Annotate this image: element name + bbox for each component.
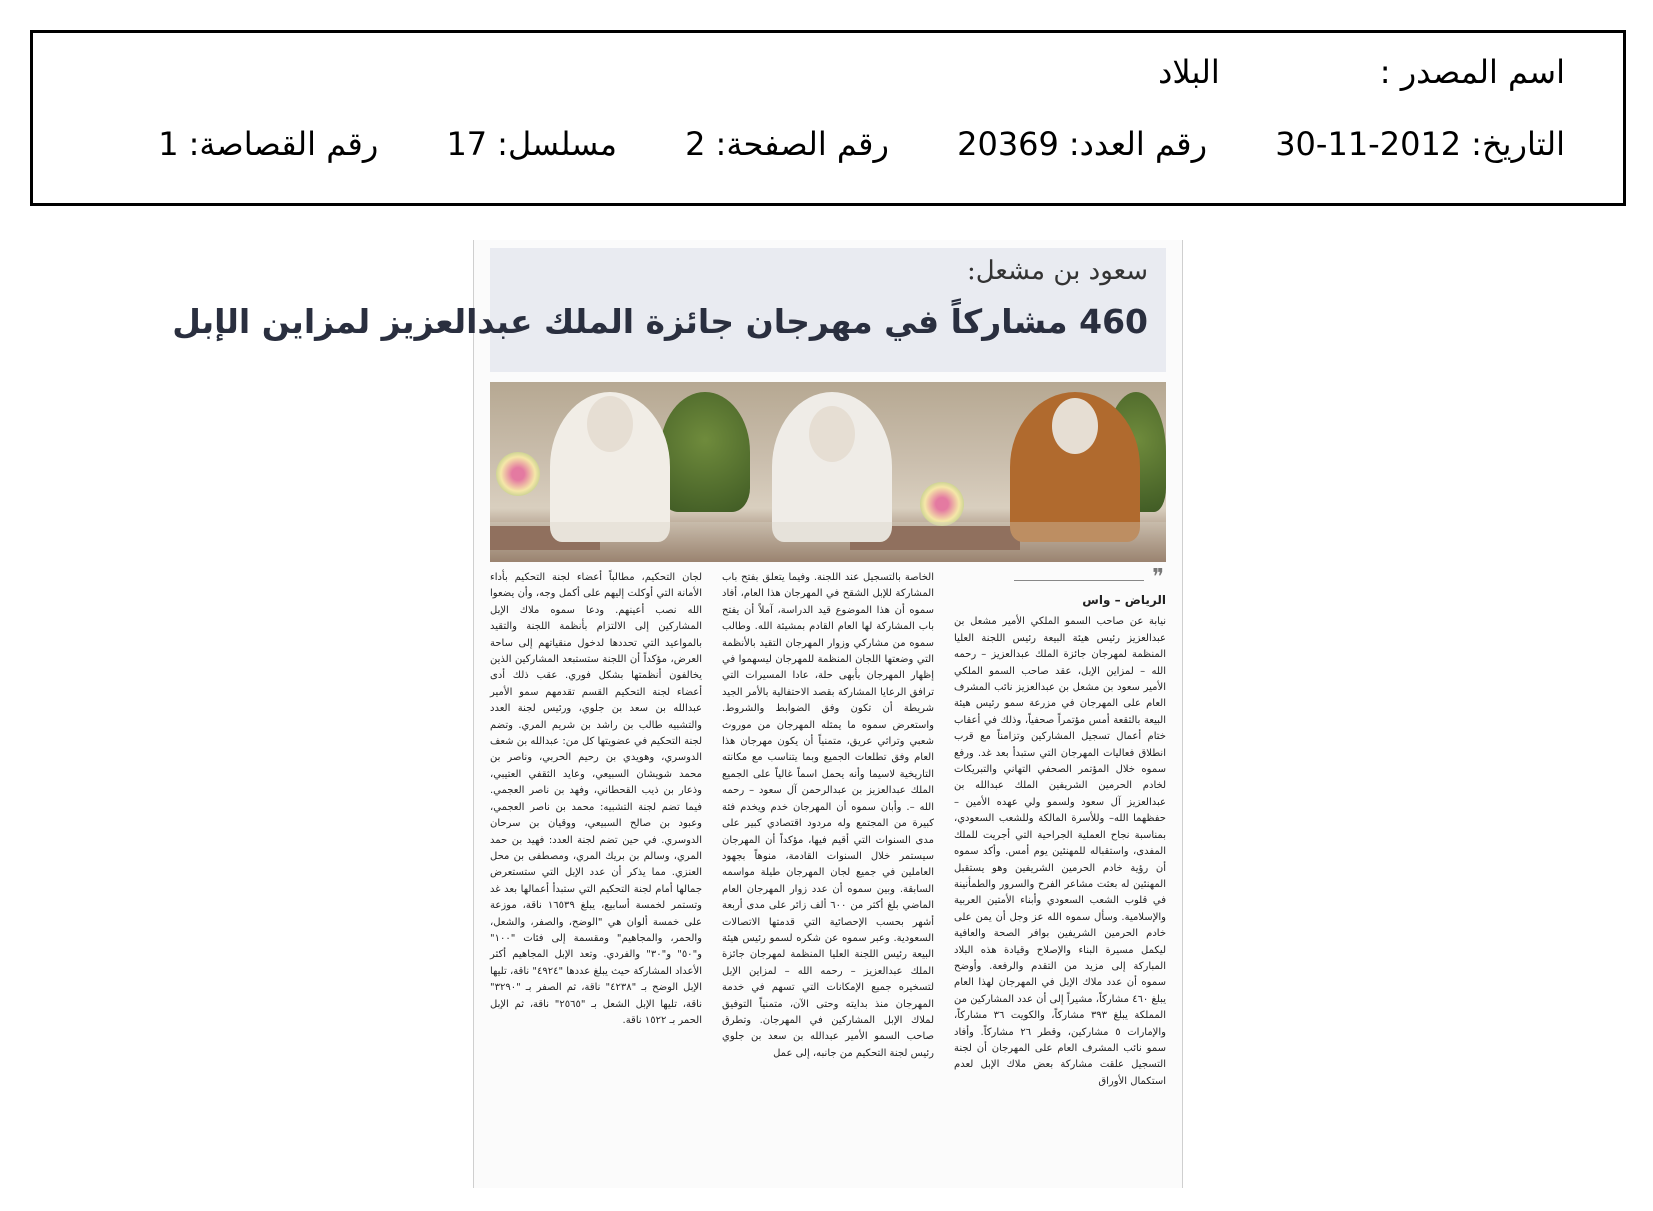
clip-number-value: 1 bbox=[158, 125, 179, 163]
article-columns bbox=[490, 565, 1167, 1178]
headline-band bbox=[172, 248, 1166, 372]
newspaper-clipping bbox=[172, 240, 1183, 1188]
article-column-1 bbox=[954, 565, 1167, 1178]
page-value: 2 bbox=[685, 125, 706, 163]
article-photo bbox=[490, 382, 1166, 562]
quote-mark-icon: ❞ bbox=[1152, 565, 1164, 590]
flowers-shape bbox=[496, 452, 540, 496]
article-kicker: سعود بن مشعل: bbox=[966, 256, 1148, 286]
article-text-column-3: لجان التحكيم، مطالباً أعضاء لجنة التحكيم بأداء الأمانة التي أوكلت إليهم على أكمل وجه، وأن يضعوا الله نصب أعينهم. ودعا سموه ملاك الإبل المشاركين إلى الالتزام بأنظمة اللجنة والتقيد بالمواعيد التي تحددها لدخول منقياتهم إلى ساحة العرض، مؤكداً أن اللجنة ستستبعد المشاركين الذين يخالفون أنظمتها بشكل فوري. عقب ذلك أدى أعضاء لجنة التحكيم القسم تقدمهم سمو الأمير عبدالله بن سعد بن جلوي، ورئيس لجنة العدد والتشبيه طالب بن راشد بن شريم المري. وتضم لجنة التحكيم في عضويتها كل من: عبدالله بن شعف الدوسري، وهويدي بن رحيم الحربي، وناصر بن محمد شويشان السبيعي، وعايد الثقفي العتيبي، وذعار بن ذيب القحطاني، وفهد بن ناصر العجمي. فيما تضم لجنة التشبيه: محمد بن ناصر العجمي، وعبود بن صالح السبيعي، ووقيان بن سرحان الدوسري. في حين تضم لجنة العدد: فهيد بن حمد المري، وسالم بن بريك المري، ومصطفى بن محل العنزي. مما يذكر أن عدد الإبل التي ستستعرض جمالها أمام لجنة التحكيم التي ستبدأ أعمالها بعد غد وتستمر لخمسة أسابيع، يبلغ ١٦٥٣٩ ناقة، موزعة على خمسة ألوان هي "الوضح، والصفر، والشعل، والحمر، والمجاهيم" ومقسمة إلى فئات "١٠٠" و"٥٠" و"٣٠" والفردي. وتعد الإبل المجاهيم أكثر الأعداد المشاركة حيث يبلغ عددها "٤٩٢٤" ناقة، تليها الإبل الوضح بـ "٤٢٣٨" ناقة، ثم الصفر بـ "٣٢٩٠" ناقة، تليها الإبل الشعل بـ "٢٥٦٥" ناقة، ثم الإبل الحمر بـ ١٥٢٢ ناقة. bbox=[490, 572, 702, 1026]
serial-value: 17 bbox=[446, 125, 488, 163]
flowers-shape bbox=[920, 482, 964, 526]
details-row bbox=[158, 125, 1565, 165]
page-field bbox=[685, 125, 889, 163]
person-center-head bbox=[809, 406, 855, 462]
column-rule bbox=[1014, 580, 1144, 581]
article-headline: 460 مشاركاً في مهرجان جائزة الملك عبدالعزيز لمزاين الإبل bbox=[172, 302, 1148, 341]
source-value: البلاد bbox=[1158, 53, 1220, 91]
photo-floor bbox=[490, 522, 1166, 562]
palm-plant-shape bbox=[660, 392, 750, 512]
source-label: اسم المصدر : bbox=[1379, 53, 1565, 91]
source-row bbox=[1158, 53, 1565, 93]
person-left-head bbox=[587, 396, 633, 452]
article-text-column-2: الخاصة بالتسجيل عند اللجنة. وفيما يتعلق بفتح باب المشاركة للإبل الشقح في المهرجان هذا العام، أفاد سموه أن هذا الموضوع قيد الدراسة، آملاً أن يفتح باب المشاركة لها العام القادم بمشيئة الله. وطالب سموه من مشاركي وزوار المهرجان التقيد بالأنظمة التي وضعتها اللجان المنظمة للمهرجان ليسهموا في إظهار المهرجان بأبهى حلة، عادا المسيرات التي ترافق الرعايا المشاركة بقصد الاحتفالية بالأمر الجيد شريطة أن تكون وفق الضوابط والشروط. واستعرض سموه ما يمثله المهرجان من موروث شعبي وتراثي عريق، متمنياً أن يكون مهرجان هذا العام وفق تطلعات الجميع وبما يتناسب مع مكانته التاريخية لاسيما وأنه يحمل اسماً غالياً على الجميع الملك عبدالعزيز بن عبدالرحمن آل سعود – رحمه الله –. وأبان سموه أن المهرجان خدم ويخدم فئة كبيرة من المجتمع وله مردود اقتصادي كبير على مدى السنوات التي أقيم فيها، مؤكداً أن المهرجان سيستمر خلال السنوات القادمة، منوهاً بجهود العاملين في جميع لجان المهرجان طيلة مواسمه السابقة. وبين سموه أن عدد زوار المهرجان العام الماضي بلغ أكثر من ٦٠٠ ألف زائر على مدى أربعة أشهر بحسب الإحصائية التي قدمتها الاتصالات السعودية. وعبر سموه عن شكره لسمو رئيس هيئة البيعة رئيس اللجنة العليا المنظمة لمهرجان جائزة الملك عبدالعزيز – رحمه الله – لمزاين الإبل لتسخيره جميع الإمكانات التي تسهم في خدمة المهرجان منذ بدايته وحتى الآن، متمنياً التوفيق لملاك الإبل المشاركين في المهرجان. وتطرق صاحب السمو الأمير عبدالله بن سعد بن جلوي رئيس لجنة التحكيم من جانبه، إلى عمل bbox=[722, 572, 934, 1059]
clip-number-label: رقم القصاصة: bbox=[188, 125, 379, 163]
issue-label: رقم العدد: bbox=[1068, 125, 1208, 163]
page-label: رقم الصفحة: bbox=[715, 125, 889, 163]
issue-value: 20369 bbox=[957, 125, 1059, 163]
source-field bbox=[1158, 53, 1565, 91]
article-column-3 bbox=[490, 570, 702, 1178]
date-label: التاريخ: bbox=[1471, 125, 1565, 163]
article-text-column-1: نيابة عن صاحب السمو الملكي الأمير مشعل بن عبدالعزيز رئيس هيئة البيعة رئيس اللجنة العليا المنظمة لمهرجان جائزة الملك عبدالعزيز – رحمه الله – لمزاين الإبل، عقد صاحب السمو الملكي الأمير سعود بن مشعل بن عبدالعزيز نائب المشرف العام على المهرجان في مزرعة سمو رئيس هيئة البيعة بالثقعة أمس مؤتمراً صحفياً، وذلك في أعقاب ختام أعمال تسجيل المشاركين وتزامناً مع قرب انطلاق فعاليات المهرجان التي ستبدأ بعد غد. ورفع سموه خلال المؤتمر الصحفي التهاني والتبريكات لخادم الحرمين الشريفين الملك عبدالله بن عبدالعزيز آل سعود ولسمو ولي عهده الأمين –حفظهما الله– وللأسرة المالكة وللشعب السعودي، بمناسبة نجاح العملية الجراحية التي أجريت للملك المفدى، واستقباله للمهنئين يوم أمس. وأكد سموه أن رؤية خادم الحرمين الشريفين وهو يستقبل المهنئين له بعثت مشاعر الفرح والسرور والطمأنينة في قلوب الشعب السعودي وأبناء الأمتين العربية والإسلامية. وسأل سموه الله عز وجل أن يمن على خادم الحرمين الشريفين بوافر الصحة والعافية ليكمل مسيرة البناء والإصلاح وقيادة هذه البلاد المباركة إلى مزيد من التقدم والرفعة. وأوضح سموه أن عدد ملاك الإبل في المهرجان لهذا العام يبلغ ٤٦٠ مشاركاً، مشيراً إلى أن عدد المشاركين من المملكة يبلغ ٣٩٣ مشاركاً، والكويت ٣٦ مشاركاً، والإمارات ٥ مشاركين، وقطر ٢٦ مشاركاً. وأفاد سمو نائب المشرف العام على المهرجان أن لجنة التسجيل علقت مشاركة بعض ملاك الإبل لعدم استكمال الأوراق bbox=[954, 616, 1167, 1087]
clipping-metadata-box bbox=[30, 30, 1626, 206]
article-column-2 bbox=[722, 570, 934, 1178]
date-value: 2012-11-30 bbox=[1275, 125, 1462, 163]
clip-number-field bbox=[158, 125, 378, 163]
serial-field bbox=[446, 125, 617, 163]
serial-label: مسلسل: bbox=[497, 125, 617, 163]
date-field bbox=[1275, 125, 1565, 163]
article-dateline: الرياض – واس bbox=[1082, 593, 1166, 607]
person-right-head bbox=[1052, 398, 1098, 454]
issue-field bbox=[957, 125, 1207, 163]
